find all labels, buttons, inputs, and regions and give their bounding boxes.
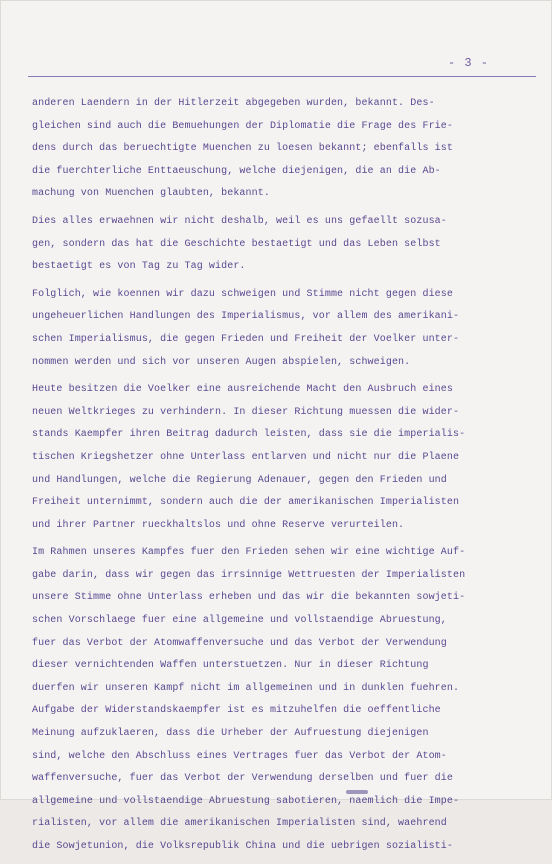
text-line: Folglich, wie koennen wir dazu schweigen und Stimme nicht gegen diese (32, 288, 453, 300)
text-line: nommen werden und sich vor unseren Augen abspielen, schweigen. (32, 356, 411, 368)
document-body (32, 93, 512, 864)
text-line: Im Rahmen unseres Kampfes fuer den Frieden sehen wir eine wichtige Auf- (32, 547, 466, 559)
header-rule (28, 76, 536, 77)
text-line: ungeheuerlichen Handlungen des Imperialismus, vor allem des amerikani- (32, 311, 460, 323)
text-line: Meinung aufzuklaeren, dass die Urheber der Aufruestung diejenigen (32, 728, 429, 740)
text-line: schen Vorschlaege fuer eine allgemeine und vollstaendige Abruestung, (32, 615, 447, 627)
paragraph-1 (32, 93, 512, 206)
text-line: unsere Stimme ohne Unterlass erheben und das wir die bekannten sowjeti- (32, 592, 466, 604)
paragraph-3 (32, 284, 512, 374)
text-line: dens durch das beruechtigte Muenchen zu loesen bekannt; ebenfalls ist (32, 143, 453, 155)
text-line: schen Imperialismus, die gegen Frieden und Freiheit der Voelker unter- (32, 333, 460, 345)
text-line: sind, welche den Abschluss eines Vertrages fuer das Verbot der Atom- (32, 750, 447, 762)
text-line: Heute besitzen die Voelker eine ausreichende Macht den Ausbruch eines (32, 384, 453, 396)
text-line: machung von Muenchen glaubten, bekannt. (32, 188, 270, 200)
text-line: gabe darin, dass wir gegen das irrsinnige Wettruesten der Imperialisten (32, 569, 466, 581)
paragraph-2 (32, 211, 512, 279)
page-number: - 3 - (448, 56, 490, 70)
text-line: allgemeine und vollstaendige Abruestung sabotieren, naemlich die Impe- (32, 795, 460, 807)
text-line: gen, sondern das hat die Geschichte bestaetigt und das Leben selbst (32, 238, 441, 250)
text-line: neuen Weltkrieges zu verhindern. In dieser Richtung muessen die wider- (32, 406, 460, 418)
text-line: waffenversuche, fuer das Verbot der Verwendung derselben und fuer die (32, 773, 453, 785)
text-line: tischen Kriegshetzer ohne Unterlass entlarven und nicht nur die Plaene (32, 451, 460, 463)
text-line: gleichen sind auch die Bemuehungen der Diplomatie die Frage des Frie- (32, 120, 453, 132)
text-line: Aufgabe der Widerstandskaempfer ist es mitzuhelfen die oeffentliche (32, 705, 441, 717)
text-line: fuer das Verbot der Atomwaffenversuche und das Verbot der Verwendung (32, 637, 447, 649)
paragraph-4 (32, 379, 512, 537)
paragraph-5 (32, 542, 512, 858)
text-line: Freiheit unternimmt, sondern auch die der amerikanischen Imperialisten (32, 497, 460, 509)
text-line: rialisten, vor allem die amerikanischen Imperialisten sind, waehrend (32, 818, 447, 830)
text-line: die Sowjetunion, die Volksrepublik China und die uebrigen sozialisti- (32, 841, 453, 852)
text-line: und ihrer Partner rueckhaltslos und ohne Reserve verurteilen. (32, 519, 405, 531)
text-line: bestaetigt es von Tag zu Tag wider. (32, 261, 246, 273)
text-line: Dies alles erwaehnen wir nicht deshalb, weil es uns gefaellt sozusa- (32, 215, 447, 227)
text-line: und Handlungen, welche die Regierung Adenauer, gegen den Frieden und (32, 474, 447, 486)
text-line: anderen Laendern in der Hitlerzeit abgegeben wurden, bekannt. Des- (32, 98, 435, 109)
text-line: stands Kaempfer ihren Beitrag dadurch leisten, dass sie die imperialis- (32, 429, 466, 441)
text-line: die fuerchterliche Enttaeuschung, welche diejenigen, die an die Ab- (32, 165, 441, 177)
ink-mark (346, 790, 368, 794)
text-line: dieser vernichtenden Waffen unterstuetzen. Nur in dieser Richtung (32, 660, 429, 672)
text-line: duerfen wir unseren Kampf nicht im allgemeinen und in dunklen fuehren. (32, 682, 460, 694)
